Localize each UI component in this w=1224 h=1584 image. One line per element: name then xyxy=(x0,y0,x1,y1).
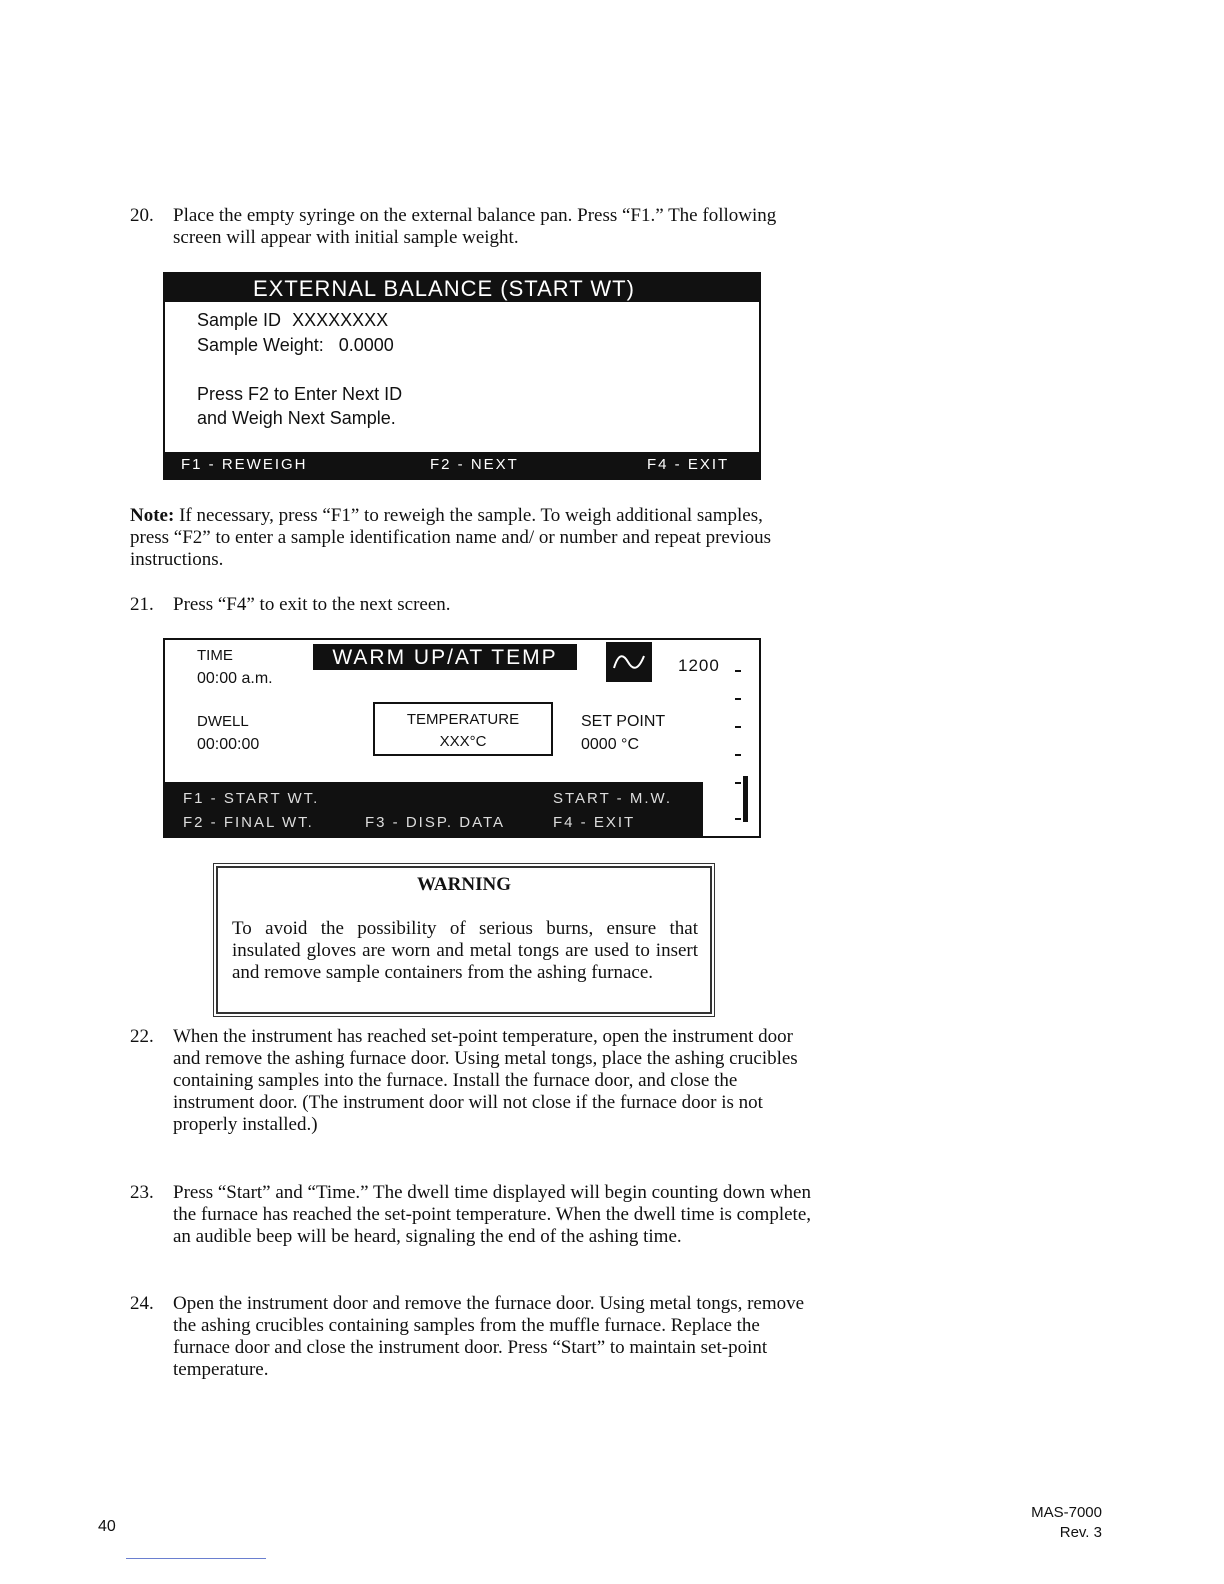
external-balance-screen xyxy=(163,272,761,480)
status-title: WARM UP/AT TEMP xyxy=(332,646,558,669)
footer-rule xyxy=(126,1558,266,1559)
step-text: Open the instrument door and remove the furnace door. Using metal tongs, remove the ashing crucibles containing samples from the muffle furnace. Replace the furnace door and close the instrument door. Press “Start” to maintain set-point temperature. xyxy=(173,1293,805,1380)
instruction-line-2: and Weigh Next Sample. xyxy=(197,408,396,428)
scale-tick xyxy=(735,818,741,820)
warning-box xyxy=(216,866,712,1014)
function-key-bar xyxy=(165,452,759,478)
instruction-line-1: Press F2 to Enter Next ID xyxy=(197,384,403,404)
sample-weight-value: 0.0000 xyxy=(338,335,394,355)
dwell-label: DWELL xyxy=(197,713,249,730)
sample-weight-row xyxy=(197,335,394,355)
warm-up-screen xyxy=(163,638,761,838)
doc-id: MAS-7000 xyxy=(1031,1504,1102,1521)
warning-title: WARNING xyxy=(417,874,511,895)
sample-id-value: XXXXXXXX xyxy=(292,310,389,330)
sample-weight-label: Sample Weight: xyxy=(197,335,324,355)
setpoint-value: 0000 °C xyxy=(581,736,639,753)
f4-exit-key[interactable]: F4 - EXIT xyxy=(553,814,636,831)
temperature-label: TEMPERATURE xyxy=(406,711,520,728)
temperature-level-bar xyxy=(743,776,748,822)
scale-tick xyxy=(735,670,741,672)
step-number: 22. xyxy=(130,1026,154,1047)
note-paragraph xyxy=(130,505,790,571)
scale-tick xyxy=(735,782,741,784)
dwell-value: 00:00:00 xyxy=(197,736,260,753)
step-number: 23. xyxy=(130,1182,154,1203)
heater-wave-icon xyxy=(606,642,652,682)
page-number: 40 xyxy=(98,1518,116,1535)
time-value: 00:00 a.m. xyxy=(197,670,273,687)
function-key-bar xyxy=(165,782,703,838)
f2-final-wt-key[interactable]: F2 - FINAL WT. xyxy=(183,814,314,831)
step-text: When the instrument has reached set-point temperature, open the instrument door and remove the ashing furnace door. Using metal tongs, place the ashing crucibles containing samples into the furnace. Install the furnace door, and close the instrument door. (The instrument door will not close if the furnace door is not properly installed.) xyxy=(173,1026,798,1135)
scale-tick xyxy=(735,754,741,756)
f1-start-wt-key[interactable]: F1 - START WT. xyxy=(183,790,320,807)
note-text: If necessary, press “F1” to reweigh the sample. To weigh additional samples, press “F2” to enter a sample identification name and/ or number and repeat previous instructions. xyxy=(130,505,772,570)
warning-text: To avoid the possibility of serious burns, ensure that insulated gloves are worn and metal tongs are used to insert and remove sample containers from the ashing furnace. xyxy=(232,918,698,983)
revision: Rev. 3 xyxy=(1059,1524,1102,1541)
scale-tick xyxy=(735,726,741,728)
f3-disp-data-key[interactable]: F3 - DISP. DATA xyxy=(365,814,506,831)
step-text: Press “Start” and “Time.” The dwell time displayed will begin counting down when the furnace has reached the set-point temperature. When the dwell time is complete, an audible beep will be heard, signaling the end of the ashing time. xyxy=(173,1182,812,1247)
screen-title: EXTERNAL BALANCE (START WT) xyxy=(253,276,635,301)
f4-exit-key[interactable]: F4 - EXIT xyxy=(647,456,730,473)
step-number: 21. xyxy=(130,594,154,615)
f2-next-key[interactable]: F2 - NEXT xyxy=(430,456,519,473)
screen-title-bar xyxy=(165,274,759,302)
f1-reweigh-key[interactable]: F1 - REWEIGH xyxy=(181,456,308,473)
status-title-bar xyxy=(313,644,577,670)
note-label: Note: xyxy=(130,505,175,526)
temperature-scale xyxy=(731,670,747,830)
sample-id-row xyxy=(197,310,388,330)
step-number: 24. xyxy=(130,1293,154,1314)
step-text: Press “F4” to exit to the next screen. xyxy=(173,594,451,615)
sample-id-label: Sample ID xyxy=(197,310,282,330)
time-label: TIME xyxy=(197,647,233,664)
scale-max-value: 1200 xyxy=(678,656,720,675)
start-mw-key[interactable]: START - M.W. xyxy=(553,790,673,807)
heater-icon xyxy=(606,642,652,682)
setpoint-label: SET POINT xyxy=(581,713,666,730)
temperature-value: XXX°C xyxy=(439,733,487,750)
step-text: Place the empty syringe on the external balance pan. Press “F1.” The following screen will appear with initial sample weight. xyxy=(173,205,777,248)
scale-tick xyxy=(735,698,741,700)
step-number: 20. xyxy=(130,205,154,226)
temperature-box xyxy=(373,702,553,756)
